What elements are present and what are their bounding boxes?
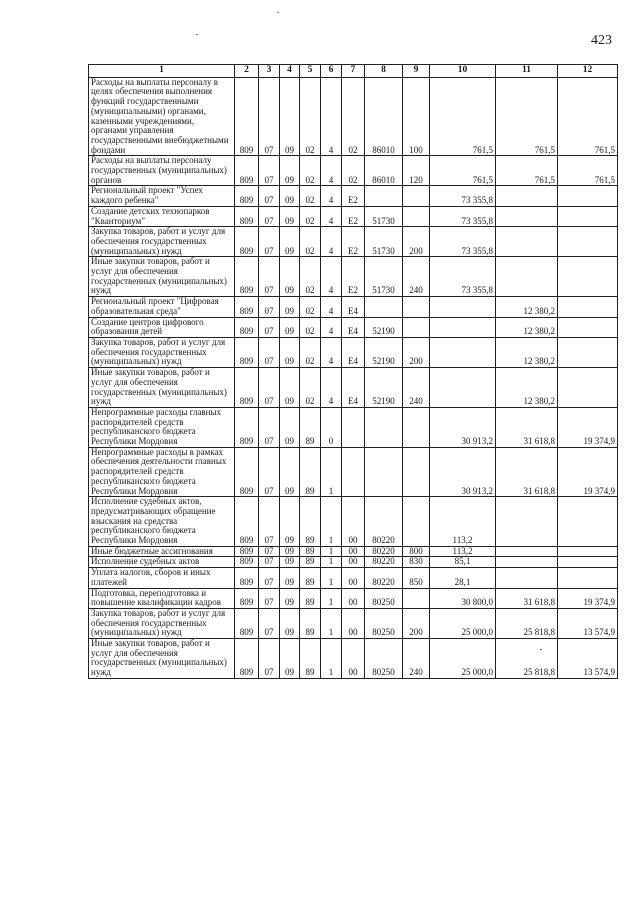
- code-subprogram: 1: [321, 557, 342, 568]
- amount-col10: [430, 297, 496, 317]
- code-ministry: 809: [235, 407, 259, 447]
- code-expense-type: 200: [403, 227, 430, 257]
- code-subprogram: 1: [321, 497, 342, 547]
- amount-col12: [558, 206, 618, 226]
- amount-col11: [496, 557, 558, 568]
- row-description: Закупка товаров, работ и услуг для обеспечения государственных (муниципальных) нужд: [89, 608, 235, 638]
- row-description: Расходы на выплаты персоналу государственных (муниципальных) органов: [89, 156, 235, 186]
- code-section: 07: [259, 297, 280, 317]
- code-program: 02: [300, 186, 321, 206]
- table-row: [89, 588, 618, 608]
- code-direction: 86010: [365, 156, 403, 186]
- table-row: [89, 206, 618, 226]
- amount-col10: [430, 368, 496, 408]
- code-direction: [365, 297, 403, 317]
- code-expense-type: 850: [403, 568, 430, 588]
- table-row: [89, 639, 618, 679]
- code-ministry: 809: [235, 546, 259, 557]
- code-expense-type: [403, 297, 430, 317]
- code-project: E4: [342, 317, 365, 337]
- amount-col11: 25 818,8: [496, 639, 558, 679]
- code-program: 89: [300, 568, 321, 588]
- code-expense-type: 100: [403, 77, 430, 156]
- page-number: 423: [591, 33, 612, 48]
- code-program: 89: [300, 407, 321, 447]
- code-subsection: 09: [280, 368, 300, 408]
- code-program: 02: [300, 368, 321, 408]
- code-program: 89: [300, 557, 321, 568]
- amount-col10: 73 355,8: [430, 227, 496, 257]
- amount-col11: [496, 546, 558, 557]
- code-ministry: 809: [235, 557, 259, 568]
- code-subprogram: 4: [321, 368, 342, 408]
- row-description: Непрограммные расходы в рамках обеспечения деятельности главных распорядителей средств республиканского бюджета Республики Мордовия: [89, 447, 235, 497]
- table-row: [89, 407, 618, 447]
- column-header: 7: [342, 65, 365, 78]
- code-ministry: 809: [235, 588, 259, 608]
- code-subsection: 09: [280, 206, 300, 226]
- code-direction: 80220: [365, 497, 403, 547]
- column-header: 5: [300, 65, 321, 78]
- amount-col11: 12 380,2: [496, 317, 558, 337]
- amount-col12: [558, 257, 618, 297]
- code-expense-type: 200: [403, 337, 430, 367]
- code-subprogram: 1: [321, 546, 342, 557]
- amount-col10: 113,2: [430, 546, 496, 557]
- code-subprogram: 1: [321, 588, 342, 608]
- code-expense-type: 120: [403, 156, 430, 186]
- code-ministry: 809: [235, 608, 259, 638]
- code-section: 07: [259, 546, 280, 557]
- table-row: [89, 257, 618, 297]
- table-row: [89, 317, 618, 337]
- amount-col10: [430, 317, 496, 337]
- code-section: 07: [259, 206, 280, 226]
- amount-col11: 761,5: [496, 77, 558, 156]
- code-subsection: 09: [280, 227, 300, 257]
- code-section: 07: [259, 407, 280, 447]
- row-description: Исполнение судебных актов: [89, 557, 235, 568]
- code-subsection: 09: [280, 407, 300, 447]
- amount-col12: 13 574,9: [558, 608, 618, 638]
- code-subsection: 09: [280, 557, 300, 568]
- amount-col11: 12 380,2: [496, 297, 558, 317]
- table-row: [89, 568, 618, 588]
- column-header: 6: [321, 65, 342, 78]
- code-ministry: 809: [235, 317, 259, 337]
- amount-col11: [496, 227, 558, 257]
- column-header: 3: [259, 65, 280, 78]
- column-header: 8: [365, 65, 403, 78]
- code-subsection: 09: [280, 337, 300, 367]
- amount-col11: [496, 568, 558, 588]
- code-project: 00: [342, 557, 365, 568]
- code-expense-type: 830: [403, 557, 430, 568]
- code-subprogram: 4: [321, 337, 342, 367]
- table-row: [89, 557, 618, 568]
- code-project: E4: [342, 297, 365, 317]
- code-subprogram: 4: [321, 156, 342, 186]
- column-header: 10: [430, 65, 496, 78]
- code-expense-type: 240: [403, 257, 430, 297]
- code-direction: 52190: [365, 317, 403, 337]
- amount-col12: [558, 368, 618, 408]
- amount-col12: [558, 317, 618, 337]
- code-direction: 86010: [365, 77, 403, 156]
- code-subprogram: 4: [321, 297, 342, 317]
- code-direction: [365, 447, 403, 497]
- row-description: Иные закупки товаров, работ и услуг для обеспечения государственных (муниципальных) нужд: [89, 639, 235, 679]
- code-subsection: 09: [280, 257, 300, 297]
- code-expense-type: [403, 497, 430, 547]
- code-subprogram: 1: [321, 447, 342, 497]
- amount-col11: [496, 497, 558, 547]
- code-subprogram: 4: [321, 257, 342, 297]
- code-subsection: 09: [280, 568, 300, 588]
- row-description: Создание детских технопарков "Кванториум": [89, 206, 235, 226]
- code-subsection: 09: [280, 447, 300, 497]
- code-expense-type: [403, 588, 430, 608]
- code-subprogram: 1: [321, 639, 342, 679]
- code-program: 02: [300, 297, 321, 317]
- amount-col10: 30 800,0: [430, 588, 496, 608]
- amount-col11: [496, 257, 558, 297]
- row-description: Региональный проект "Цифровая образовательная среда": [89, 297, 235, 317]
- code-expense-type: 240: [403, 368, 430, 408]
- code-subsection: 09: [280, 497, 300, 547]
- table-row: [89, 337, 618, 367]
- code-program: 89: [300, 546, 321, 557]
- code-subprogram: 4: [321, 206, 342, 226]
- code-program: 89: [300, 639, 321, 679]
- amount-col12: 761,5: [558, 156, 618, 186]
- code-direction: 51730: [365, 257, 403, 297]
- code-project: E4: [342, 337, 365, 367]
- code-subprogram: 1: [321, 608, 342, 638]
- amount-col10: 73 355,8: [430, 206, 496, 226]
- code-section: 07: [259, 227, 280, 257]
- code-subsection: 09: [280, 588, 300, 608]
- code-project: 02: [342, 77, 365, 156]
- code-section: 07: [259, 156, 280, 186]
- amount-col12: 13 574,9: [558, 639, 618, 679]
- code-program: 89: [300, 588, 321, 608]
- code-expense-type: [403, 186, 430, 206]
- code-subprogram: 4: [321, 317, 342, 337]
- code-program: 02: [300, 337, 321, 367]
- row-description: Непрограммные расходы главных распорядителей средств республиканского бюджета Республики Мордовия: [89, 407, 235, 447]
- row-description: Иные закупки товаров, работ и услуг для обеспечения государственных (муниципальных) нужд: [89, 368, 235, 408]
- code-program: 02: [300, 206, 321, 226]
- table-row: [89, 156, 618, 186]
- code-subprogram: 4: [321, 186, 342, 206]
- amount-col10: 761,5: [430, 77, 496, 156]
- table-row: [89, 368, 618, 408]
- amount-col12: [558, 227, 618, 257]
- amount-col11: [496, 206, 558, 226]
- amount-col11: 31 618,8: [496, 407, 558, 447]
- code-section: 07: [259, 497, 280, 547]
- table-header-row: [89, 65, 618, 78]
- table-row: [89, 297, 618, 317]
- amount-col12: [558, 557, 618, 568]
- amount-col12: [558, 568, 618, 588]
- code-project: 00: [342, 588, 365, 608]
- code-direction: 80220: [365, 568, 403, 588]
- row-description: Подготовка, переподготовка и повышение квалификации кадров: [89, 588, 235, 608]
- amount-col12: [558, 186, 618, 206]
- code-ministry: 809: [235, 497, 259, 547]
- code-direction: 80220: [365, 557, 403, 568]
- code-section: 07: [259, 257, 280, 297]
- code-section: 07: [259, 568, 280, 588]
- amount-col10: 113,2: [430, 497, 496, 547]
- column-header: 9: [403, 65, 430, 78]
- amount-col12: [558, 546, 618, 557]
- amount-col10: 761,5: [430, 156, 496, 186]
- code-ministry: 809: [235, 337, 259, 367]
- amount-col10: 25 000,0: [430, 639, 496, 679]
- code-subsection: 09: [280, 317, 300, 337]
- amount-col10: 30 913,2: [430, 407, 496, 447]
- table-row: [89, 608, 618, 638]
- code-program: 89: [300, 497, 321, 547]
- code-program: 89: [300, 447, 321, 497]
- code-direction: 80250: [365, 588, 403, 608]
- code-ministry: 809: [235, 186, 259, 206]
- amount-col10: 30 913,2: [430, 447, 496, 497]
- table-row: [89, 497, 618, 547]
- row-description: Иные закупки товаров, работ и услуг для обеспечения государственных (муниципальных) нужд: [89, 257, 235, 297]
- code-direction: 51730: [365, 227, 403, 257]
- row-description: Региональный проект "Успех каждого ребенка": [89, 186, 235, 206]
- column-header: 2: [235, 65, 259, 78]
- code-expense-type: [403, 447, 430, 497]
- code-direction: 80250: [365, 639, 403, 679]
- code-project: 00: [342, 608, 365, 638]
- table-row: [89, 227, 618, 257]
- code-subsection: 09: [280, 77, 300, 156]
- code-ministry: 809: [235, 447, 259, 497]
- amount-col11: 31 618,8: [496, 588, 558, 608]
- code-ministry: 809: [235, 568, 259, 588]
- code-project: E2: [342, 206, 365, 226]
- code-subprogram: 4: [321, 77, 342, 156]
- code-section: 07: [259, 77, 280, 156]
- code-expense-type: [403, 407, 430, 447]
- scan-speck: [196, 34, 198, 35]
- table-row: [89, 77, 618, 156]
- code-expense-type: 200: [403, 608, 430, 638]
- code-project: [342, 447, 365, 497]
- amount-col11: 761,5: [496, 156, 558, 186]
- amount-col10: 28,1: [430, 568, 496, 588]
- amount-col11: 12 380,2: [496, 368, 558, 408]
- amount-col10: 73 355,8: [430, 186, 496, 206]
- amount-col11: 25 818,8: [496, 608, 558, 638]
- code-expense-type: [403, 206, 430, 226]
- row-description: Иные бюджетные ассигнования: [89, 546, 235, 557]
- code-subprogram: 1: [321, 568, 342, 588]
- row-description: Закупка товаров, работ и услуг для обеспечения государственных (муниципальных) нужд: [89, 337, 235, 367]
- code-program: 02: [300, 156, 321, 186]
- code-project: E4: [342, 368, 365, 408]
- column-header: 12: [558, 65, 618, 78]
- code-ministry: 809: [235, 639, 259, 679]
- amount-col11: 12 380,2: [496, 337, 558, 367]
- code-ministry: 809: [235, 368, 259, 408]
- code-program: 02: [300, 77, 321, 156]
- code-direction: 80220: [365, 546, 403, 557]
- code-project: 02: [342, 156, 365, 186]
- amount-col12: 19 374,9: [558, 407, 618, 447]
- code-project: 00: [342, 568, 365, 588]
- code-program: 02: [300, 257, 321, 297]
- code-project: 00: [342, 497, 365, 547]
- code-direction: 80250: [365, 608, 403, 638]
- code-section: 07: [259, 186, 280, 206]
- code-section: 07: [259, 639, 280, 679]
- amount-col10: 25 000,0: [430, 608, 496, 638]
- code-project: [342, 407, 365, 447]
- row-description: Закупка товаров, работ и услуг для обеспечения государственных (муниципальных) нужд: [89, 227, 235, 257]
- code-section: 07: [259, 557, 280, 568]
- code-subsection: 09: [280, 546, 300, 557]
- code-section: 07: [259, 317, 280, 337]
- table-row: [89, 447, 618, 497]
- code-subsection: 09: [280, 608, 300, 638]
- amount-col10: 85,1: [430, 557, 496, 568]
- amount-col12: 19 374,9: [558, 588, 618, 608]
- code-program: 89: [300, 608, 321, 638]
- amount-col12: 761,5: [558, 77, 618, 156]
- column-header: 1: [89, 65, 235, 78]
- code-ministry: 809: [235, 156, 259, 186]
- code-subsection: 09: [280, 297, 300, 317]
- code-section: 07: [259, 447, 280, 497]
- amount-col10: [430, 337, 496, 367]
- scan-speck: [277, 12, 279, 13]
- row-description: Расходы на выплаты персоналу в целях обеспечения выполнения функций государственными (муниципальными) органами, казенными учреждениями, органами управления государственными внебюджетными фондами: [89, 77, 235, 156]
- code-ministry: 809: [235, 77, 259, 156]
- code-subprogram: 4: [321, 227, 342, 257]
- amount-col11: [496, 186, 558, 206]
- row-description: Уплата налогов, сборов и иных платежей: [89, 568, 235, 588]
- code-subprogram: 0: [321, 407, 342, 447]
- code-direction: [365, 407, 403, 447]
- code-program: 02: [300, 227, 321, 257]
- table-row: [89, 546, 618, 557]
- amount-col12: [558, 297, 618, 317]
- column-header: 11: [496, 65, 558, 78]
- code-expense-type: [403, 317, 430, 337]
- code-section: 07: [259, 368, 280, 408]
- amount-col12: [558, 337, 618, 367]
- row-description: Создание центров цифрового образования детей: [89, 317, 235, 337]
- code-expense-type: 800: [403, 546, 430, 557]
- code-ministry: 809: [235, 297, 259, 317]
- code-direction: 51730: [365, 206, 403, 226]
- code-direction: [365, 186, 403, 206]
- column-header: 4: [280, 65, 300, 78]
- code-expense-type: 240: [403, 639, 430, 679]
- code-project: 00: [342, 546, 365, 557]
- row-description: Исполнение судебных актов, предусматривающих обращение взыскания на средства республиканского бюджета Республики Мордовия: [89, 497, 235, 547]
- amount-col11: 31 618,8: [496, 447, 558, 497]
- amount-col12: [558, 497, 618, 547]
- amount-col12: 19 374,9: [558, 447, 618, 497]
- code-section: 07: [259, 588, 280, 608]
- code-ministry: 809: [235, 206, 259, 226]
- code-project: 00: [342, 639, 365, 679]
- code-program: 02: [300, 317, 321, 337]
- code-ministry: 809: [235, 227, 259, 257]
- amount-col10: 73 355,8: [430, 257, 496, 297]
- budget-table: [88, 64, 618, 679]
- table-row: [89, 186, 618, 206]
- code-direction: 52190: [365, 337, 403, 367]
- code-ministry: 809: [235, 257, 259, 297]
- code-direction: 52190: [365, 368, 403, 408]
- code-section: 07: [259, 608, 280, 638]
- code-section: 07: [259, 337, 280, 367]
- code-subsection: 09: [280, 156, 300, 186]
- code-subsection: 09: [280, 639, 300, 679]
- code-project: E2: [342, 186, 365, 206]
- code-subsection: 09: [280, 186, 300, 206]
- code-project: E2: [342, 227, 365, 257]
- scan-speck: [540, 649, 542, 650]
- code-project: E2: [342, 257, 365, 297]
